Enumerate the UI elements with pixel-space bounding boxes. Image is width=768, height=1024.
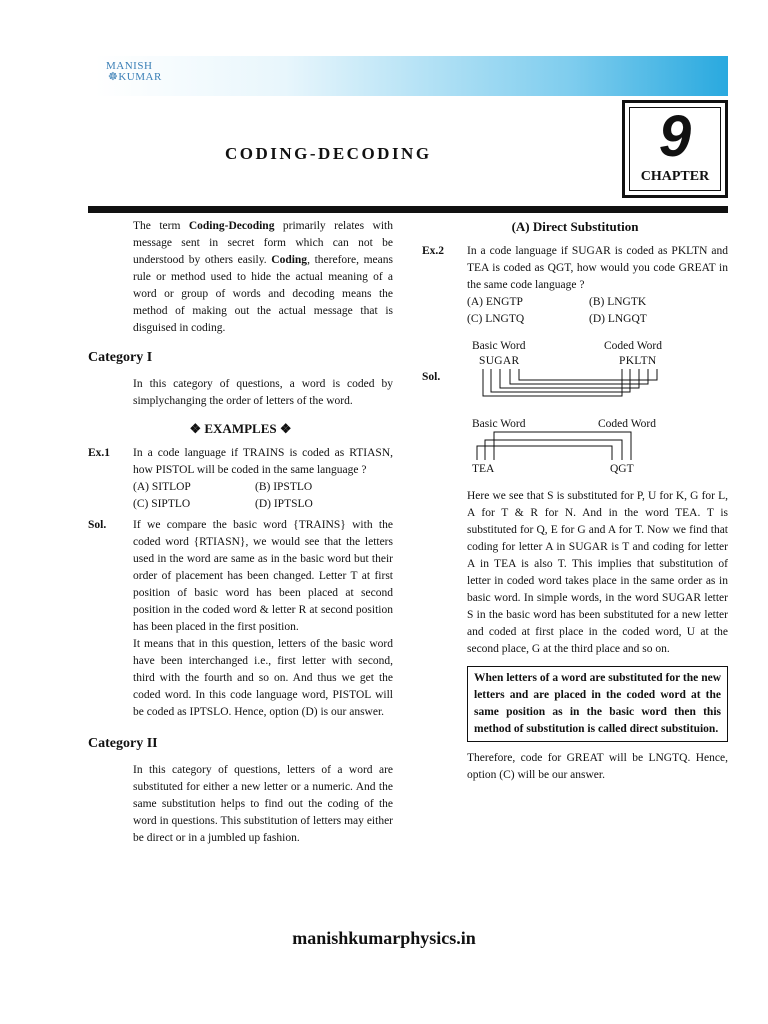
right-column xyxy=(422,218,728,784)
sugar-mapping-diagram xyxy=(467,338,728,416)
solution-1-label: Sol. xyxy=(88,519,107,531)
option: (B) IPSTLO xyxy=(255,481,313,493)
chapter-number: 9 xyxy=(658,104,692,169)
solution-2-explanation: Here we see that S is substituted for P, U for K, G for L, A for T & R for N. And in the word TEA. T is substituted for Q, E for G and A for T. Now we find that coding for letter A in SUGAR is T and coding for letter A in TEA is also T. This implies that substitution of letter in coded word takes place in the same order as in basic word. In simple words, in the word SUGAR letter S in the basic word has been substituted for a new letter and coded at first place in the coded word, U at the second place, G at the third place and so on. xyxy=(467,490,728,655)
page-title: CODING-DECODING xyxy=(225,144,432,163)
direct-substitution-heading: (A) Direct Substitution xyxy=(511,219,639,234)
solution-2-conclusion: Therefore, code for GREAT will be LNGTQ. Hence, option (C) will be our answer. xyxy=(467,752,728,781)
solution-2-label: Sol. xyxy=(422,371,441,383)
category-1-text: In this category of questions, a word is coded by simplychanging the order of letters of the word. xyxy=(133,378,393,407)
option: (B) LNGTK xyxy=(589,296,647,308)
solution-1 xyxy=(88,517,393,721)
tea-mapping-lines xyxy=(467,416,707,468)
chapter-box xyxy=(622,100,728,198)
tea-mapping-diagram xyxy=(467,416,728,484)
coded-word: PKLTN xyxy=(619,355,657,367)
definition-callout-box: When letters of a word are substituted for the new letters and are placed in the coded word at the same position as in the basic word then this method of substitution is called direct substituion. xyxy=(467,666,728,742)
intro-paragraph: The term Coding-Decoding primarily relates with message sent in secret form which can not be understood by others easily. Coding, therefore, means rule or method used to hide the actual meaning of a word or group of words and decoding means the method of making out the actual message that is disguised in coding. xyxy=(133,220,394,334)
example-2-label: Ex.2 xyxy=(422,245,445,257)
coded-word-label: Coded Word xyxy=(604,340,662,352)
option: (C) SIPTLO xyxy=(133,498,191,510)
basic-word: TEA xyxy=(472,463,495,475)
basic-word-label: Basic Word xyxy=(472,418,526,430)
option: (C) LNGTQ xyxy=(467,313,525,325)
example-2-options xyxy=(467,294,728,328)
category-2-heading: Category II xyxy=(88,736,158,751)
category-1-heading: Category I xyxy=(88,350,153,365)
example-1-label: Ex.1 xyxy=(88,447,111,459)
logo-line-1: MANISH xyxy=(106,60,153,72)
option: (A) ENGTP xyxy=(467,296,523,308)
basic-word: SUGAR xyxy=(479,355,520,367)
example-1 xyxy=(88,445,393,513)
category-2-text: In this category of questions, letters of a word are substituted for either a new letter or a numeric. And the same substitution helps to find out the coding of the word in questions. This substitution of letters may either be direct or in a jumbled up fashion. xyxy=(133,764,393,844)
basic-word-label: Basic Word xyxy=(472,340,526,352)
coded-word: QGT xyxy=(610,463,634,475)
option: (D) LNGQT xyxy=(589,313,647,325)
example-2-question: In a code language if SUGAR is coded as PKLTN and TEA is coded as QGT, how would you code GREAT in the same code language ? xyxy=(467,245,728,291)
logo-line-2: ☸KUMAR xyxy=(108,71,162,83)
left-column xyxy=(88,218,393,847)
option: (D) IPTSLO xyxy=(255,498,313,510)
chapter-label: CHAPTER xyxy=(640,169,710,184)
examples-heading: ❖ EXAMPLES ❖ xyxy=(189,421,292,436)
solution-1-para-2: It means that in this question, letters of the basic word have been interchanged i.e., first letter with second, third with the fourth and so on. And thus we get the coded word. In this code language word, PISTOL will be coded as IPTSLO. Hence, option (D) is our answer. xyxy=(133,638,393,718)
example-1-options xyxy=(133,479,393,513)
example-1-question: In a code language if TRAINS is coded as RTIASN, how PISTOL will be coded in the same language ? xyxy=(133,447,393,476)
coded-word-label: Coded Word xyxy=(598,418,656,430)
solution-1-para-1: If we compare the basic word {TRAINS} with the coded word {RTIASN}, we would see that the letters used in the word are same as in the basic word but their order of placement has been changed. Letter T at first position of basic word has been placed at second position in the coded word & letter R at second position has been placed in the first position. xyxy=(133,519,393,633)
brand-logo xyxy=(106,61,162,83)
header-rule xyxy=(88,206,728,213)
footer-website: manishkumarphysics.in xyxy=(292,928,476,948)
sugar-mapping-lines xyxy=(467,338,707,416)
example-2 xyxy=(422,243,728,328)
option: (A) SITLOP xyxy=(133,481,191,493)
header-gradient-bar xyxy=(95,56,728,96)
